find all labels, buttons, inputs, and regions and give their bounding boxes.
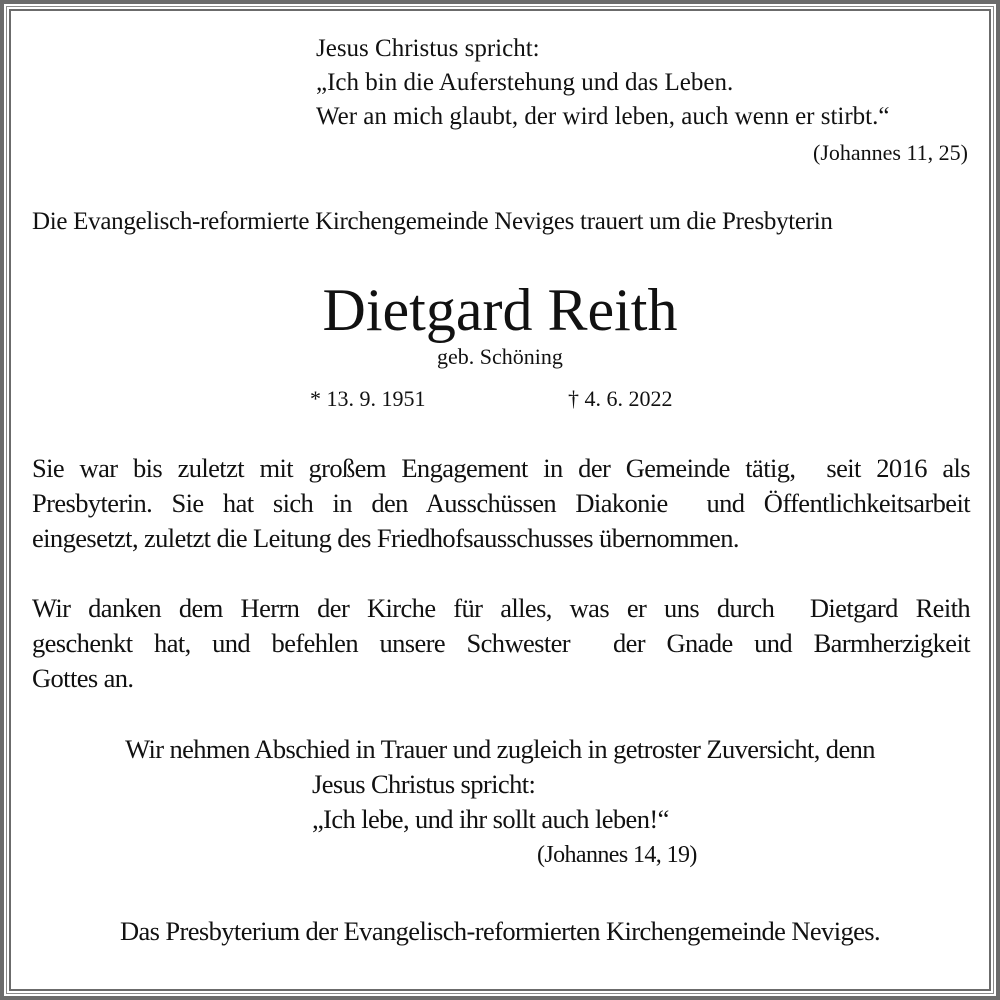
paragraph-1-line-1: Sie war bis zuletzt mit großem Engagement in der Gemeinde tätig, seit 2016 als	[32, 453, 970, 483]
announcement-text: Die Evangelisch-reformierte Kirchengemeinde Neviges trauert um die Presbyterin	[32, 208, 833, 235]
deceased-name: Dietgard Reith	[322, 277, 678, 343]
paragraph-2-line-2: geschenkt hat, und befehlen unsere Schwester der Gnade und Barmherzigkeit	[32, 628, 970, 658]
paragraph-1-line-3: eingesetzt, zuletzt die Leitung des Friedhofsausschusses übernommen.	[32, 523, 739, 553]
top-quote-line-1: „Ich bin die Auferstehung und das Leben.	[316, 69, 734, 96]
paragraph-2-line-3: Gottes an.	[32, 663, 134, 693]
signature: Das Presbyterium der Evangelisch-reformierten Kirchengemeinde Neviges.	[119, 916, 881, 946]
death-date: † 4. 6. 2022	[568, 386, 673, 411]
top-quote-line-2: Wer an mich glaubt, der wird leben, auch wenn er stirbt.“	[316, 103, 890, 130]
paragraph-1-line-2: Presbyterin. Sie hat sich in den Ausschüssen Diakonie und Öffentlichkeitsarbeit	[32, 488, 970, 518]
birth-date: * 13. 9. 1951	[310, 386, 426, 411]
top-quote-intro: Jesus Christus spricht:	[316, 35, 540, 62]
closing-reference: (Johannes 14, 19)	[537, 842, 697, 868]
closing-quote: „Ich lebe, und ihr sollt auch leben!“	[312, 804, 669, 834]
top-quote-reference: (Johannes 11, 25)	[813, 140, 968, 165]
maiden-name: geb. Schöning	[437, 344, 563, 369]
closing-quote-intro: Jesus Christus spricht:	[312, 769, 536, 799]
closing-line: Wir nehmen Abschied in Trauer und zugleich in getroster Zuversicht, denn	[125, 734, 875, 764]
paragraph-2-line-1: Wir danken dem Herrn der Kirche für alles, was er uns durch Dietgard Reith	[32, 593, 970, 623]
